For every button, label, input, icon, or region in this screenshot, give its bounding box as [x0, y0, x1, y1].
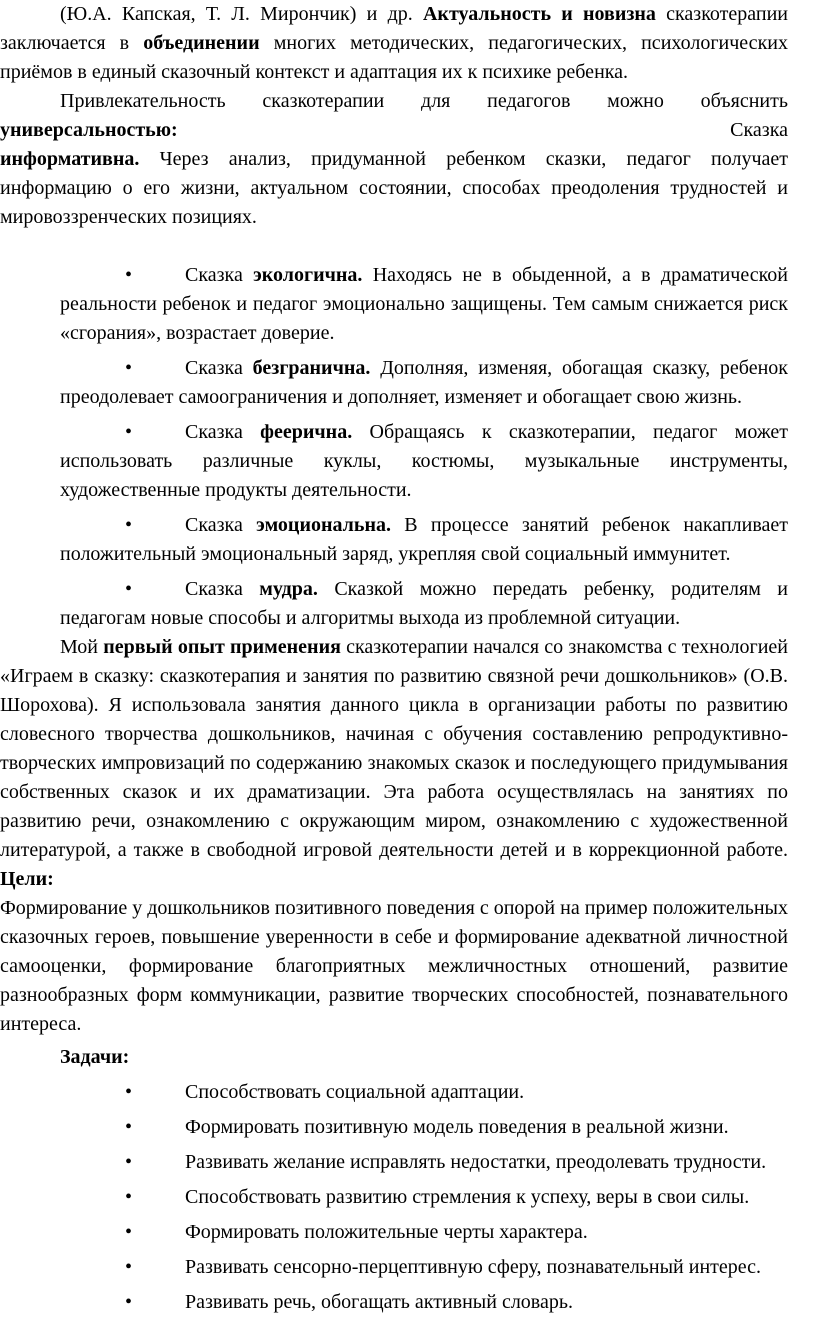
- bullet-icon: •: [125, 1186, 133, 1208]
- bullet-icon: •: [125, 264, 133, 286]
- list-item: [0, 1078, 788, 1107]
- text-run: Привлекательность сказкотерапии для педагогов можно объяснить: [60, 90, 788, 112]
- text-run: Сказка: [185, 421, 261, 443]
- task-text: Развивать сенсорно-перцептивную сферу, познавательный интерес.: [185, 1256, 762, 1278]
- list-item: [0, 1218, 788, 1247]
- text-run: сказкотерапии начался со знакомства с технологией «Играем в сказку: сказкотерапия и занятия по развитию связной речи дошкольников» (О.В. Шорохова). Я использовала занятия данного цикла в организации работы по развитию словесного творчества дошкольников, начиная с обучения составлению репродуктивно-творческих импровизаций по содержанию знакомых сказок и последующего придумывания собственных сказок и их драматизации. Эта работа осуществлялась на занятиях по развитию речи, ознакомлению с окружающим миром, ознакомлению с художественной литературой, а также в свободной игровой деятельности детей и в коррекционной работе.: [0, 636, 788, 861]
- text-run: Сказка: [185, 514, 257, 536]
- task-text: Формировать позитивную модель поведения в реальной жизни.: [185, 1116, 729, 1138]
- bullet-icon: •: [125, 1151, 133, 1173]
- text-run: Находясь не в обыденной, а в драматической реальности ребенок и педагог эмоционально защищены. Тем самым снижается риск «сгорания», возрастает доверие.: [60, 264, 788, 344]
- paragraph-relevance: [0, 0, 788, 87]
- text-run: Обращаясь к сказкотерапии, педагог может использовать различные куклы, костюмы, музыкальные инструменты, художественные продукты деятельности.: [60, 421, 788, 501]
- bold-term: мудра.: [259, 578, 318, 600]
- paragraph-attractiveness: [0, 87, 788, 145]
- text-run: многих методических, педагогических, психологических приёмов в единый сказочный контекст и адаптация их к психике ребенка.: [0, 32, 788, 83]
- tasks-heading: Задачи:: [60, 1046, 130, 1068]
- fairy-tale-qualities-list: [0, 261, 788, 633]
- bullet-icon: •: [125, 1291, 133, 1313]
- bold-term: Актуальность и новизна: [422, 3, 656, 25]
- list-item: [0, 1288, 788, 1317]
- bullet-icon: •: [125, 1081, 133, 1103]
- bold-term: экологична.: [253, 264, 363, 286]
- task-text: Развивать речь, обогащать активный словарь.: [185, 1291, 573, 1313]
- list-item: [0, 511, 788, 569]
- task-text: Способствовать развитию стремления к успеху, веры в свои силы.: [185, 1186, 750, 1208]
- text-run: Сказка: [185, 264, 254, 286]
- text-run: Мой: [60, 636, 104, 658]
- bold-term: эмоциональна.: [256, 514, 392, 536]
- list-item: [0, 575, 788, 633]
- text-run: Через анализ, придуманной ребенком сказки, педагог получает информацию о его жизни, актуальном состоянии, способах преодоления трудностей и мировоззренческих позициях.: [0, 148, 788, 228]
- task-text: Формировать положительные черты характера.: [185, 1221, 588, 1243]
- bullet-icon: •: [125, 578, 133, 600]
- bold-term: первый опыт применения: [103, 636, 341, 658]
- bold-term: безгранична.: [252, 357, 371, 379]
- text-run: (Ю.А. Капская, Т. Л. Мирончик) и др.: [60, 3, 423, 25]
- blank-line: [0, 232, 788, 261]
- task-text: Способствовать социальной адаптации.: [185, 1081, 525, 1103]
- list-item: [0, 1253, 788, 1282]
- bullet-icon: •: [125, 421, 133, 443]
- list-item: [0, 261, 788, 348]
- bullet-icon: •: [125, 357, 133, 379]
- bullet-icon: •: [125, 1116, 133, 1138]
- text-run: Дополняя, изменяя, обогащая сказку, ребенок преодолевает самоограничения и дополняет, изменяет и обогащает свою жизнь.: [60, 357, 789, 408]
- paragraph-first-experience: [0, 633, 788, 894]
- list-item: [0, 1148, 788, 1177]
- paragraph-goals: [0, 894, 788, 1039]
- text-run: Сказка: [185, 357, 253, 379]
- goals-label: Цели:: [0, 868, 54, 890]
- text-run: Сказкой можно передать ребенку, родителям и педагогам новые способы и алгоритмы выхода из проблемной ситуации.: [60, 578, 788, 629]
- list-item: [0, 354, 788, 412]
- task-text: Развивать желание исправлять недостатки, преодолевать трудности.: [185, 1151, 767, 1173]
- bold-term: универсальностью:: [0, 119, 178, 141]
- bullet-icon: •: [125, 1256, 133, 1278]
- text-run: сказкотерапии заключается в: [0, 3, 788, 54]
- text-run: В процессе занятий ребенок накапливает положительный эмоциональный заряд, укрепляя свой социальный иммунитет.: [60, 514, 788, 565]
- paragraph-informative: [0, 145, 788, 232]
- bold-term: объединении: [143, 32, 260, 54]
- list-item: [0, 1183, 788, 1212]
- bold-term: фееричнa.: [260, 421, 353, 443]
- list-item: [0, 1113, 788, 1142]
- tasks-list: [0, 1078, 788, 1317]
- bullet-icon: •: [125, 1221, 133, 1243]
- text-run: Формирование у дошкольников позитивного поведения с опорой на пример положительных сказочных героев, повышение уверенности в себе и формирование адекватной личностной самооценки, формирование благоприятных межличностных отношений, развитие разнообразных форм коммуникации, развитие творческих способностей, познавательного интереса.: [0, 897, 788, 1035]
- list-item: [0, 418, 788, 505]
- text-run: Сказка: [177, 119, 788, 141]
- text-run: Сказка: [185, 578, 260, 600]
- bold-term: информативна.: [0, 148, 140, 170]
- bullet-icon: •: [125, 514, 133, 536]
